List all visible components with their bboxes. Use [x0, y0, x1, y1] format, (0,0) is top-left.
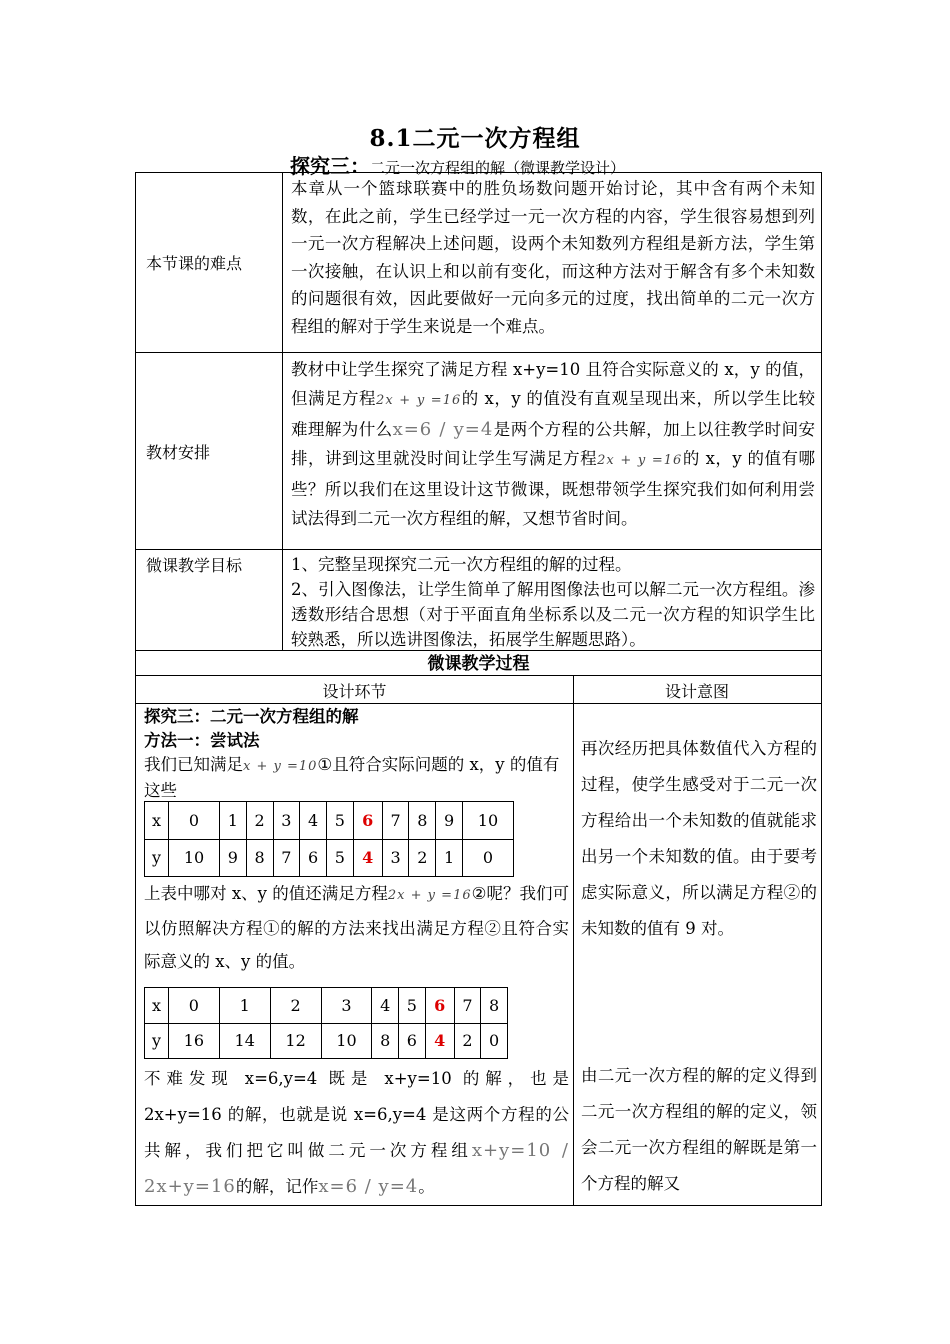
table1-y-cell: 5 [326, 839, 353, 877]
equation-2x-y-16-c: 2x + y =16 [387, 888, 472, 903]
equation-2x-y-16: 2x + y =16 [376, 393, 462, 408]
intro-part-a: 我们已知满足 [144, 755, 243, 774]
table2-y-cell: 2 [454, 1023, 481, 1059]
table1-y-cell: 7 [273, 839, 300, 877]
column-header-design-intent: 设计意图 [664, 682, 729, 701]
label-material: 教材安排 [136, 353, 283, 549]
table2-y-cell: 14 [219, 1023, 270, 1059]
system-equations: x+y=10 / 2x+y=16 [144, 1140, 569, 1197]
section-title: 探究三：二元一次方程组的解 [144, 707, 359, 726]
document-title: 8.1二元一次方程组 [369, 125, 581, 152]
system-solution: x=6 / y=4 [318, 1176, 419, 1197]
material-part1: 教材中让学生探究了满足方程 x+y=10 且符合实际意义的 x，y 的值，但满足方程 [291, 360, 815, 408]
table1-y-cell: 8 [246, 839, 273, 877]
table1-y-cell: 4 [353, 839, 382, 877]
material-part2: 的 x，y 的值没有直观呈现出来，所以学生比较难理解为什么 [291, 389, 816, 439]
table2-x-cell: 1 [219, 988, 270, 1024]
table1-x-cell: 9 [436, 802, 463, 840]
values-table-2 [144, 987, 508, 1059]
table1-x-cell: 1 [220, 802, 247, 840]
system-x6-y4: x=6 / y=4 [392, 419, 494, 440]
table1-x-cell: 10 [462, 802, 513, 840]
table2-x-cell: 7 [454, 988, 481, 1024]
table2-y-cell: 4 [425, 1023, 454, 1059]
intro-part-b: ①且符合实际问题的 x，y 的值有这些 [144, 755, 560, 800]
process-heading: 微课教学过程 [136, 651, 821, 676]
table1-x-cell: 5 [326, 802, 353, 840]
material-part4: 的 x，y 的值有哪些？所以我们在这里设计这节微课，既想带领学生探究我们如何利用尝试法得到二元一次方程组的解，又想节省时间。 [291, 449, 816, 528]
design-intent-2: 由二元一次方程的解的定义得到二元一次方程组的解的定义，领会二元一次方程组的解既是第一个方程的解又 [581, 1066, 817, 1193]
column-divider [573, 675, 574, 1205]
table2-y-cell: 12 [270, 1023, 321, 1059]
text-goals [283, 550, 821, 652]
conclusion-part-c: 。 [418, 1177, 435, 1196]
table2-x-cell: 3 [321, 988, 372, 1024]
question-part-a: 上表中哪对 x、y 的值还满足方程 [144, 884, 388, 903]
text-difficulty: 本章从一个篮球联赛中的胜负场数问题开始讨论，其中含有两个未知数，在此之前，学生已经学过一元一次方程的内容，学生很容易想到列一元一次方程解决上述问题，设两个未知数列方程组是新方法，学生第一次接触，在认识上和以前有变化，而这种方法对于解含有多个未知数的问题很有效，因此要做好一元向多元的过度，找出简单的二元一次方程组的解对于学生来说是一个难点。 [291, 179, 815, 336]
table2-x-cell: 2 [270, 988, 321, 1024]
table1-x-label: x [145, 802, 169, 840]
table2-x-label: x [145, 988, 169, 1024]
material-part3: 是两个方程的公共解，加上以往教学时间安排，讲到这里就没时间让学生写满足方程 [291, 420, 816, 468]
values-table-1 [144, 801, 514, 877]
row-difficulty [136, 173, 821, 353]
conclusion-part-b: 的解，记作 [235, 1177, 319, 1196]
table1-x-cell: 6 [353, 802, 382, 840]
goal-item-1: 1、完整呈现探究二元一次方程组的解的过程。 [291, 555, 632, 574]
label-goals: 微课教学目标 [136, 550, 283, 650]
design-intent-1: 再次经历把具体数值代入方程的过程，使学生感受对于二元一次方程给出一个未知数的值就能求出另一个未知数的值。由于要考虑实际意义，所以满足方程②的未知数的值有 9 对。 [581, 739, 817, 938]
text-material [283, 353, 821, 533]
label-difficulty: 本节课的难点 [136, 173, 283, 352]
table1-x-cell: 8 [409, 802, 436, 840]
goal-item-2: 2、引入图像法，让学生简单了解用图像法也可以解二元一次方程组。渗透数形结合思想（对于平面直角坐标系以及二元一次方程的知识学生比较熟悉，所以选讲图像法，拓展学生解题思路）。 [291, 580, 815, 649]
method-title: 方法一：尝试法 [144, 731, 260, 750]
table2-y-cell: 0 [481, 1023, 508, 1059]
conclusion-text [144, 1061, 569, 1205]
equation-x-y-10: x + y =10 [243, 759, 318, 774]
table1-row-y [145, 839, 514, 877]
table1-x-cell: 3 [273, 802, 300, 840]
table2-y-label: y [145, 1023, 169, 1059]
table2-y-cell: 6 [399, 1023, 426, 1059]
lesson-design-table [135, 172, 822, 1206]
table2-x-cell: 4 [372, 988, 399, 1024]
table2-y-cell: 16 [168, 1023, 219, 1059]
table2-x-cell: 0 [168, 988, 219, 1024]
column-header-design-step: 设计环节 [322, 682, 387, 701]
table2-y-cell: 8 [372, 1023, 399, 1059]
table1-y-cell: 9 [220, 839, 247, 877]
table1-row-x [145, 802, 514, 840]
table1-y-cell: 3 [382, 839, 409, 877]
table1-y-cell: 2 [409, 839, 436, 877]
table2-row-y [145, 1023, 508, 1059]
subtitle-strong: 探究三： [290, 154, 370, 178]
table2-x-cell: 6 [425, 988, 454, 1024]
table1-y-cell: 1 [436, 839, 463, 877]
design-step-content [144, 705, 569, 803]
table2-y-cell: 10 [321, 1023, 372, 1059]
table1-y-cell: 10 [169, 839, 220, 877]
process-column-headers [136, 676, 821, 704]
question-text [144, 877, 569, 978]
table1-x-cell: 0 [169, 802, 220, 840]
row-goals [136, 550, 821, 651]
equation-2x-y-16-b: 2x + y =16 [597, 453, 683, 468]
intro-text [144, 753, 569, 803]
row-material [136, 353, 821, 550]
subtitle-rest: 二元一次方程组的解（微课教学设计） [370, 159, 626, 177]
table2-x-cell: 8 [481, 988, 508, 1024]
table1-y-label: y [145, 839, 169, 877]
table1-y-cell: 0 [462, 839, 513, 877]
table2-x-cell: 5 [399, 988, 426, 1024]
table2-row-x [145, 988, 508, 1024]
conclusion-part-a: 不难发现 x=6,y=4 既是 x+y=10 的解，也是 2x+y=16 的解，也就是说 x=6,y=4 是这两个方程的公共解，我们把它叫做二元一次方程组 [144, 1069, 569, 1160]
table1-x-cell: 7 [382, 802, 409, 840]
table1-x-cell: 2 [246, 802, 273, 840]
table1-y-cell: 6 [300, 839, 327, 877]
table1-x-cell: 4 [300, 802, 327, 840]
question-part-b: ②呢？我们可以仿照解决方程①的解的方法来找出满足方程②且符合实际意义的 x、y 的值。 [144, 884, 570, 971]
